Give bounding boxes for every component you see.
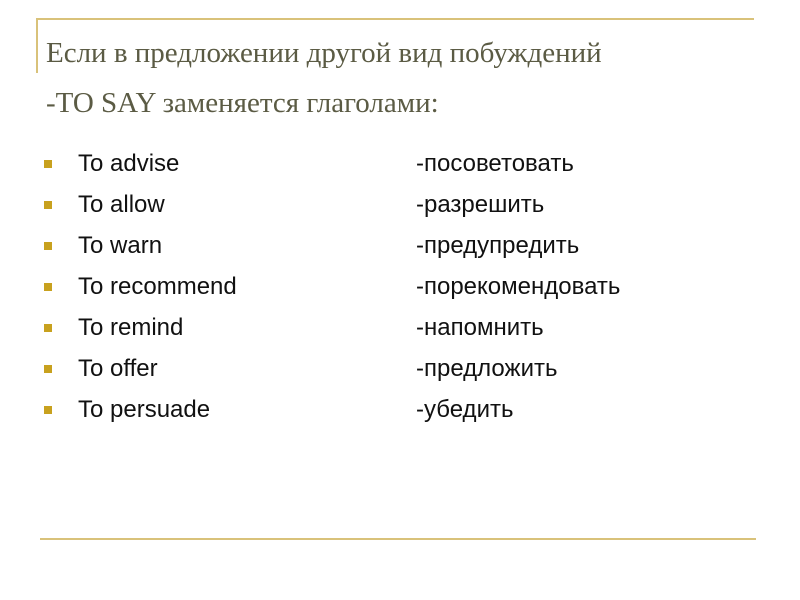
square-bullet-icon	[44, 160, 52, 168]
title-line-2: -TO SAY заменяется глаголами:	[46, 87, 439, 119]
list-item	[44, 225, 744, 266]
russian-translation: -убедить	[416, 396, 514, 423]
title-line-1: Если в предложении другой вид побуждений	[46, 37, 602, 69]
left-accent-bar	[36, 18, 38, 73]
square-bullet-icon	[44, 201, 52, 209]
square-bullet-icon	[44, 365, 52, 373]
english-verb: To warn	[78, 232, 163, 259]
russian-translation: -посоветовать	[416, 150, 574, 177]
square-bullet-icon	[44, 406, 52, 414]
square-bullet-icon	[44, 242, 52, 250]
russian-translation: -напомнить	[416, 314, 544, 341]
list-item	[44, 184, 744, 225]
verb-list	[44, 143, 744, 430]
russian-translation: -предложить	[416, 355, 558, 382]
square-bullet-icon	[44, 283, 52, 291]
list-item	[44, 143, 744, 184]
russian-translation: -разрешить	[416, 191, 545, 218]
slide-title	[46, 28, 766, 128]
top-divider	[36, 18, 754, 20]
english-verb: To offer	[78, 355, 158, 382]
bottom-divider	[40, 538, 756, 540]
list-item	[44, 348, 744, 389]
english-verb: To allow	[78, 191, 165, 218]
list-item	[44, 266, 744, 307]
square-bullet-icon	[44, 324, 52, 332]
english-verb: To recommend	[78, 273, 237, 300]
english-verb: To remind	[78, 314, 184, 341]
russian-translation: -порекомендовать	[416, 273, 621, 300]
english-verb: To persuade	[78, 396, 211, 423]
list-item	[44, 307, 744, 348]
english-verb: To advise	[78, 150, 180, 177]
list-item	[44, 389, 744, 430]
russian-translation: -предупредить	[416, 232, 580, 259]
